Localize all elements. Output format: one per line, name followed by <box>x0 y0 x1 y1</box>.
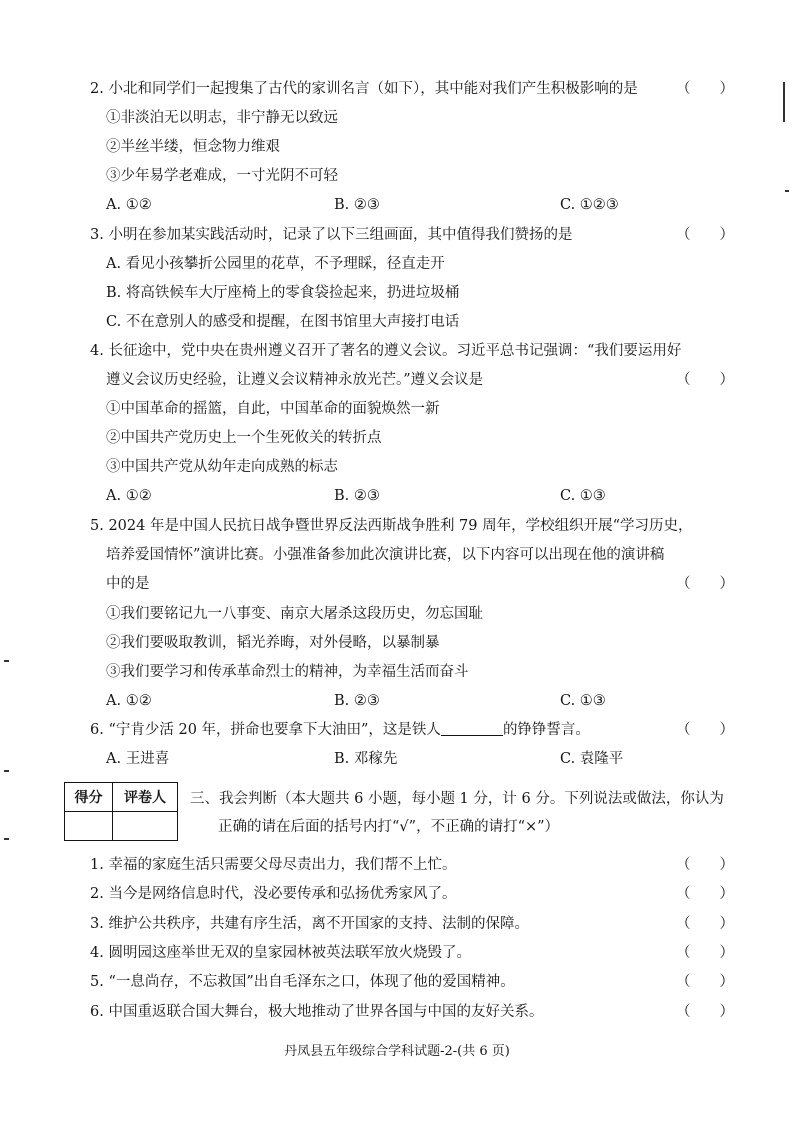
judge-item-4: 4. 圆明园这座举世无双的皇家园林被英法联军放火烧毁了。 <box>90 945 471 961</box>
left-margin-mark <box>4 838 9 840</box>
judge-item-3: 3. 维护公共秩序，共建有序生活，离不开国家的支持、法制的保障。 <box>90 916 529 932</box>
q5-stem-line2: 培养爱国情怀”演讲比赛。小强准备参加此次演讲比赛，以下内容可以出现在他的演讲稿 <box>106 547 665 563</box>
judge-item-2: 2. 当今是网络信息时代，没必要传承和弘扬优秀家风了。 <box>90 886 457 902</box>
section3-heading-line2: 正确的请在后面的括号内打“√”，不正确的请打“×”） <box>218 819 560 835</box>
judge-paren-6[interactable]: （ ） <box>676 1004 734 1020</box>
q4-item-1: ①中国革命的摇篮，自此，中国革命的面貌焕然一新 <box>106 401 440 417</box>
q2-item-3: ③少年易学老难成，一寸光阴不可轻 <box>106 168 338 184</box>
q4-answer-paren: （ ） <box>676 372 734 388</box>
q4-stem-line1: 4. 长征途中，党中央在贵州遵义召开了著名的遵义会议。习近平总书记强调：“我们要运用好 <box>90 343 682 359</box>
q2-answer-paren: （ ） <box>676 81 734 97</box>
section3-heading-line1: 三、我会判断（本大题共 6 小题，每小题 1 分，计 6 分。下列说法或做法，你认为 <box>190 791 724 807</box>
q2-item-2: ②半丝半缕，恒念物力维艰 <box>106 139 280 155</box>
judge-item-5: 5. “一息尚存，不忘救国”出自毛泽东之口，体现了他的爱国精神。 <box>90 974 515 990</box>
q4-stem-line2: 遵义会议历史经验，让遵义会议精神永放光芒。”遵义会议是 <box>106 372 484 388</box>
judge-item-1: 1. 幸福的家庭生活只需要父母尽责出力，我们帮不上忙。 <box>90 857 457 873</box>
q2-item-1: ①非淡泊无以明志，非宁静无以致远 <box>106 110 338 126</box>
page-footer: 丹凤县五年级综合学科试题-2-(共 6 页) <box>284 1044 510 1059</box>
grader-header: 评卷人 <box>113 783 178 812</box>
left-margin-mark <box>4 770 9 772</box>
left-margin-mark <box>4 660 9 662</box>
q6-stem-after-blank: 的铮铮誓言。 <box>502 722 590 738</box>
q6-stem-before-blank: 6. “宁肯少活 20 年，拼命也要拿下大油田”，这是铁人 <box>90 722 441 738</box>
q4-item-2: ②中国共产党历史上一个生死攸关的转折点 <box>106 430 382 446</box>
score-table <box>64 782 178 841</box>
q3-stem: 3. 小明在参加某实践活动时，记录了以下三组画面，其中值得我们赞扬的是 <box>90 227 573 243</box>
judge-paren-3[interactable]: （ ） <box>676 916 734 932</box>
q2-stem: 2. 小北和同学们一起搜集了古代的家训名言（如下），其中能对我们产生积极影响的是 <box>90 81 638 97</box>
q4-option-c: C. ①③ <box>560 488 606 504</box>
q6-option-b: B. 邓稼先 <box>334 751 398 767</box>
right-margin-mark <box>785 190 789 192</box>
judge-paren-2[interactable]: （ ） <box>676 886 734 902</box>
judge-paren-4[interactable]: （ ） <box>676 945 734 961</box>
q2-option-c: C. ①②③ <box>560 197 619 213</box>
q5-item-1: ①我们要铭记九一八事变、南京大屠杀这段历史，勿忘国耻 <box>106 606 483 622</box>
q3-option-c: C. 不在意别人的感受和提醒，在图书馆里大声接打电话 <box>106 314 460 330</box>
q5-item-3: ③我们要学习和传承革命烈士的精神，为幸福生活而奋斗 <box>106 664 469 680</box>
q6-stem <box>90 721 590 739</box>
q5-option-a: A. ①② <box>106 693 152 709</box>
q4-option-a: A. ①② <box>106 488 152 504</box>
q4-item-3: ③中国共产党从幼年走向成熟的标志 <box>106 459 338 475</box>
judge-paren-5[interactable]: （ ） <box>676 974 734 990</box>
q3-option-b: B. 将高铁候车大厅座椅上的零食袋捡起来，扔进垃圾桶 <box>106 285 460 301</box>
q6-option-a: A. 王进喜 <box>106 751 170 767</box>
q5-stem-line3: 中的是 <box>106 576 150 592</box>
q5-item-2: ②我们要吸取教训，韬光养晦，对外侵略，以暴制暴 <box>106 635 440 651</box>
grader-cell[interactable] <box>113 812 178 841</box>
q5-stem-line1: 5. 2024 年是中国人民抗日战争暨世界反法西斯战争胜利 79 周年，学校组织开展“学习历史， <box>90 518 693 534</box>
score-cell[interactable] <box>65 812 113 841</box>
q3-option-a: A. 看见小孩攀折公园里的花草，不予理睬，径直走开 <box>106 256 445 272</box>
right-margin-mark <box>783 82 785 122</box>
judge-item-6: 6. 中国重返联合国大舞台，极大地推动了世界各国与中国的友好关系。 <box>90 1004 544 1020</box>
q5-answer-paren: （ ） <box>676 576 734 592</box>
q4-option-b: B. ②③ <box>334 488 380 504</box>
q5-option-c: C. ①③ <box>560 693 606 709</box>
q5-option-b: B. ②③ <box>334 693 380 709</box>
q6-answer-paren: （ ） <box>676 722 734 738</box>
q6-option-c: C. 袁隆平 <box>560 751 624 767</box>
score-header: 得分 <box>65 783 113 812</box>
q3-answer-paren: （ ） <box>676 227 734 243</box>
q2-option-a: A. ①② <box>106 197 152 213</box>
q6-fill-blank[interactable] <box>441 721 503 736</box>
q2-option-b: B. ②③ <box>334 197 380 213</box>
judge-paren-1[interactable]: （ ） <box>676 857 734 873</box>
